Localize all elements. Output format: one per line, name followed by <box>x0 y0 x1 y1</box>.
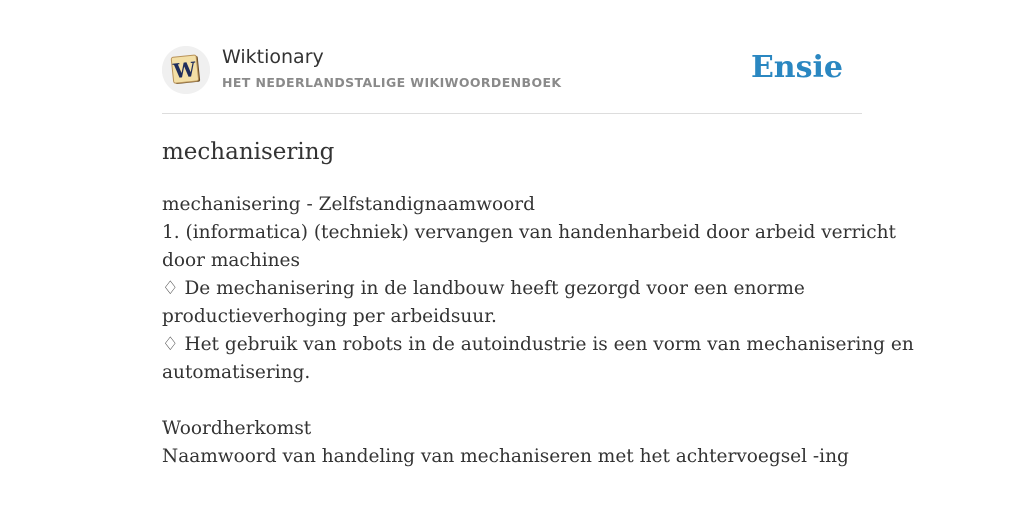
etymology-heading: Woordherkomst <box>162 418 312 439</box>
entry-content <box>162 136 914 471</box>
entry-title: mechanisering <box>162 139 335 165</box>
header <box>162 40 862 114</box>
example-line: ♢ De mechanisering in de landbouw heeft gezorgd voor een enorme <box>162 278 805 299</box>
example-line: automatisering. <box>162 362 311 383</box>
brand-logo[interactable]: Ensie <box>750 50 843 85</box>
example-line: ♢ Het gebruik van robots in de autoindustrie is een vorm van mechanisering en <box>162 334 914 355</box>
entry-line: 1. (informatica) (techniek) vervangen van handenharbeid door arbeid verricht <box>162 222 896 243</box>
etymology-text: Naamwoord van handeling van mechaniseren met het achtervoegsel -ing <box>162 446 849 467</box>
site-name[interactable]: Wiktionary <box>222 46 324 68</box>
entry-body <box>162 191 914 471</box>
example-line: productieverhoging per arbeidsuur. <box>162 306 497 327</box>
entry-line: mechanisering - Zelfstandignaamwoord <box>162 194 535 215</box>
site-subtitle: HET NEDERLANDSTALIGE WIKIWOORDENBOEK <box>222 75 562 90</box>
svg-text:W: W <box>172 57 197 84</box>
spacer <box>162 387 862 415</box>
entry-line: door machines <box>162 250 300 271</box>
wiktionary-logo-icon[interactable] <box>162 46 210 94</box>
